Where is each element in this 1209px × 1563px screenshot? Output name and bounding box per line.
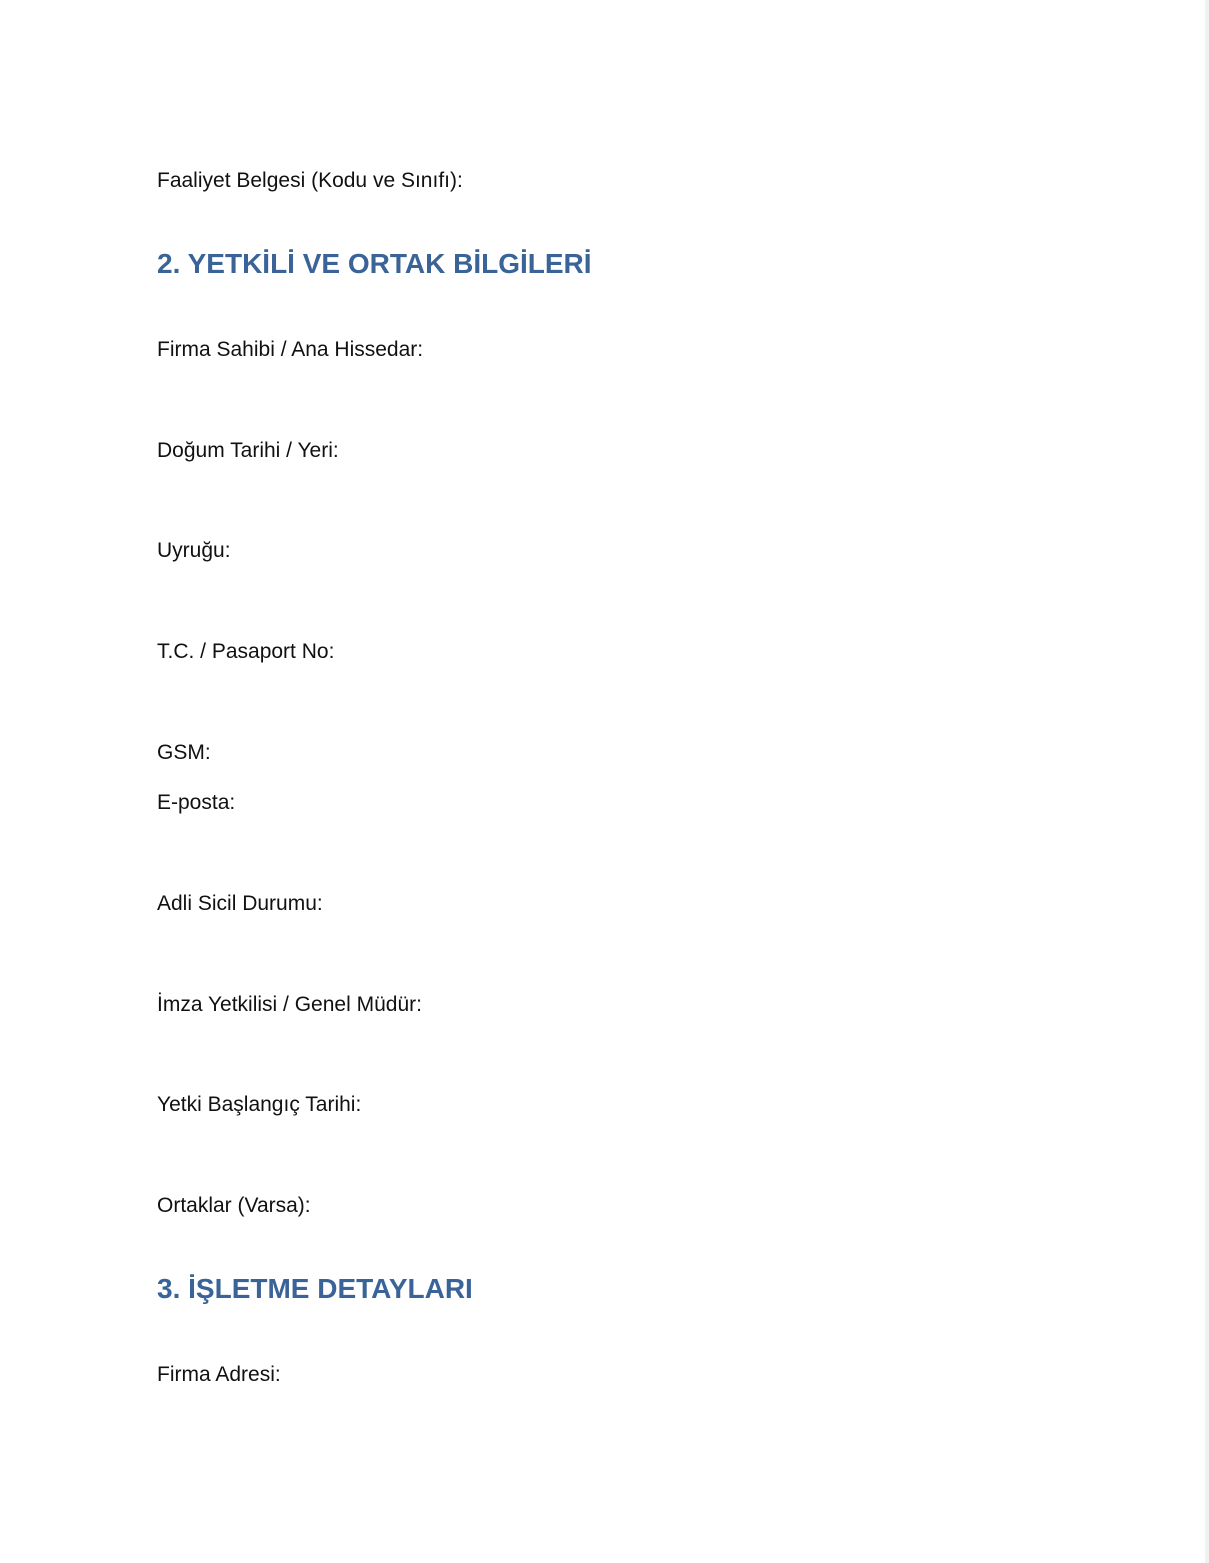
- field-label-company-address: Firma Adresi:: [157, 1363, 281, 1386]
- field-label-signatory: İmza Yetkilisi / Genel Müdür:: [157, 993, 422, 1016]
- field-label-nationality: Uyruğu:: [157, 539, 231, 562]
- field-label-partners: Ortaklar (Varsa):: [157, 1194, 311, 1217]
- field-label-gsm: GSM:: [157, 741, 211, 764]
- field-label-owner: Firma Sahibi / Ana Hissedar:: [157, 338, 424, 361]
- page-edge-divider: [1205, 0, 1209, 1563]
- field-label-id-passport: T.C. / Pasaport No:: [157, 640, 335, 663]
- field-label-birth-date-place: Doğum Tarihi / Yeri:: [157, 439, 339, 462]
- field-label-criminal-record: Adli Sicil Durumu:: [157, 892, 323, 915]
- section-heading-business-details: 3. İŞLETME DETAYLARI: [157, 1273, 473, 1304]
- section-heading-authorized-partners: 2. YETKİLİ VE ORTAK BİLGİLERİ: [157, 248, 592, 279]
- field-label-authority-start-date: Yetki Başlangıç Tarihi:: [157, 1093, 362, 1116]
- field-label-activity-certificate: Faaliyet Belgesi (Kodu ve Sınıfı):: [157, 169, 463, 192]
- field-label-email: E-posta:: [157, 791, 236, 814]
